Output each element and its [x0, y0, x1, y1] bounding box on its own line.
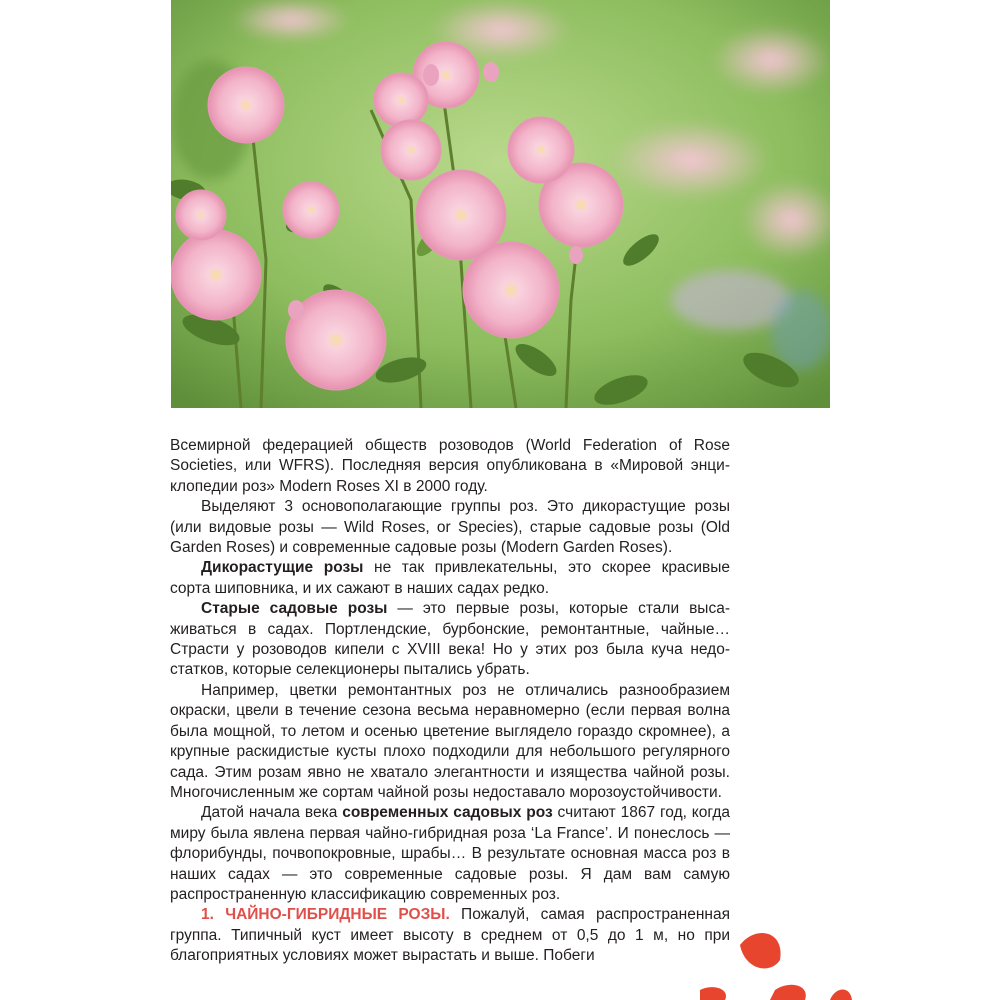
term-wild-roses: Дикорастущие розы: [201, 559, 364, 577]
section-heading: 1. ЧАЙНО-ГИБРИДНЫЕ РОЗЫ.: [201, 906, 450, 924]
term-old-garden-roses: Старые садовые розы: [201, 600, 388, 618]
paragraph-2: Выделяют 3 основополагающие группы роз. Это дикорастущие розы (или видовые розы — Wild Roses, or Species), старые садовые розы (Old Garden Roses) и современные садовые розы (Modern Garden Roses).: [170, 498, 730, 557]
paragraph-4: Старые садовые розы — это первые розы, которые стали высаживаться в садах. Портлендские, бурбонские, ремонтантные, чайные… Страсти у розоводов кипели с XVIII века! Но у этих роз была куча недостатков, которые селекционеры пытались убрать.: [170, 600, 730, 679]
paragraph-1: Всемирной федерацией обществ розоводов (World Federation of Rose Societies, или WFRS). Последняя версия опубликована в «Мировой энциклопедии роз» Modern Roses XI в 2000 году.: [170, 437, 730, 495]
paragraph-7: 1. ЧАЙНО-ГИБРИДНЫЕ РОЗЫ. Пожалуй, самая распространенная группа. Типичный куст имеет высоту в среднем от 0,5 до 1 м, но при благоприятных условиях может вырастать и выше. Побеги: [170, 906, 730, 965]
rose-photo: [171, 0, 830, 408]
petal-decoration: [700, 905, 1000, 1000]
paragraph-6: Датой начала века современных садовых роз считают 1867 год, когда миру была явлена первая чайно-гибридная роза ‘La France’. И понеслось — флорибунды, почвопокровные, шрабы… В результате основная масса роз в наших садах — это современные садовые розы. Я дам вам самую распространенную классификацию современных роз.: [170, 804, 730, 903]
term-modern-garden-roses: современных садовых роз: [342, 804, 553, 822]
paragraph-5: Например, цветки ремонтантных роз не отличались разнообразием окраски, цвели в течение сезона весьма неравномерно (если первая волна была мощной, то летом и осенью цветение выглядело гораздо скромнее), а крупные раскидистые кусты плохо подходили для небольшого регулярного сада. Этим розам явно не хватало элегантности и изящества чайной розы. Многочисленным же сортам чайной розы недоставало морозоустойчивости.: [170, 681, 730, 801]
article-body: [170, 436, 730, 967]
paragraph-3: Дикорастущие розы не так привлекательны, это скорее красивые сорта шиповника, и их сажают в наших садах редко.: [170, 559, 730, 597]
